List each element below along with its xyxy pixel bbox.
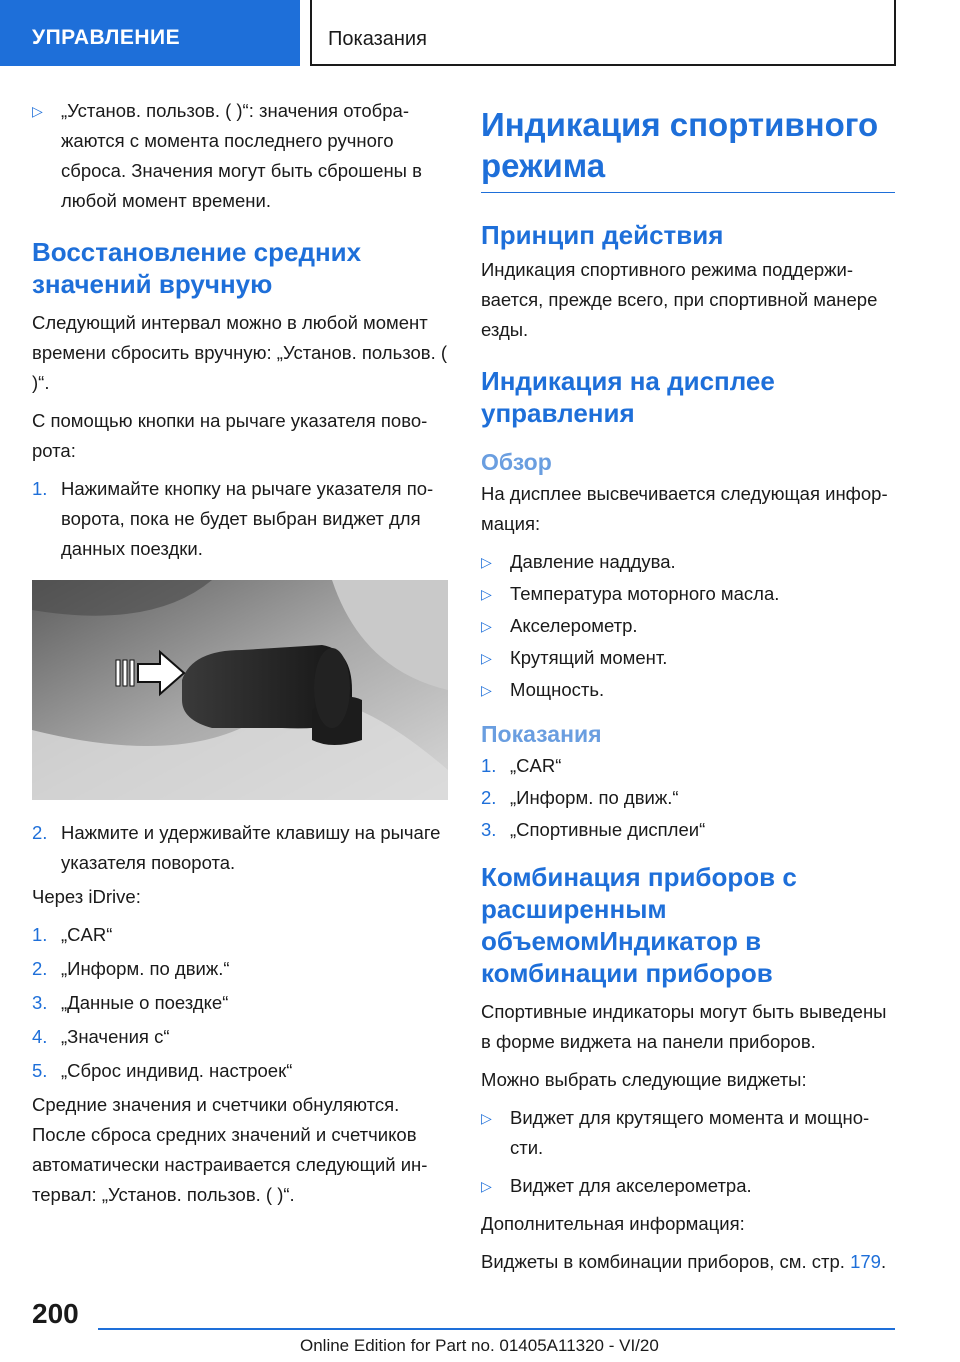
more-info-label: Дополнительная информация: (481, 1213, 745, 1234)
cluster-paragraph-2: Можно выбрать следующие виджеты: (481, 1069, 807, 1090)
step-text: Нажимайте кнопку на рычаге указателя поворота, пока не будет выбран виджет для данных поездки. (61, 478, 434, 559)
step-text: „Значения с“ (61, 1026, 170, 1047)
intro-bullet-text: „Установ. пользов. ( )“: значения отображаются с момента последнего ручного сброса. Значения могут быть сброшены в любой момент времени. (61, 100, 422, 211)
list-item (481, 1171, 895, 1201)
list-item-text: Температура моторного масла. (510, 583, 780, 604)
triangle-right-icon: ▷ (481, 1178, 492, 1194)
step-number: 1. (481, 755, 497, 776)
heading-principle: Принцип действия (481, 220, 724, 250)
triangle-right-icon: ▷ (481, 682, 492, 698)
list-item (481, 783, 895, 813)
step-number: 1. (32, 924, 48, 945)
step-text: „Информ. по движ.“ (510, 787, 679, 808)
see-also-text: Виджеты в комбинации приборов, см. стр. (481, 1251, 845, 1272)
reset-paragraph-1: Следующий интервал можно в любой момент времени сбросить вручную: „Установ. пользов. ( )“. (32, 312, 448, 393)
heading-reset-averages: Восстановление средних значений вручную (32, 237, 362, 299)
step-text: „Данные о поездке“ (61, 992, 229, 1013)
reset-step (32, 818, 448, 878)
triangle-right-icon: ▷ (481, 618, 492, 634)
header-section-tab (0, 0, 300, 66)
step-text: „Сброс индивид. настроек“ (61, 1060, 293, 1081)
footer-divider (98, 1328, 895, 1330)
triangle-right-icon: ▷ (32, 103, 43, 119)
overview-paragraph: На дисплее высвечивается следующая информация: (481, 483, 888, 534)
step-text: „Спортивные дисплеи“ (510, 819, 706, 840)
heading-control-display: Индикация на дисплее управления (481, 366, 775, 428)
overview-list (481, 547, 895, 705)
list-item (481, 815, 895, 845)
step-number: 4. (32, 1026, 48, 1047)
intro-bullet (32, 96, 448, 216)
list-item (481, 579, 895, 609)
idrive-steps-list (32, 920, 448, 1086)
list-item (481, 547, 895, 577)
step-text: „CAR“ (61, 924, 113, 945)
list-item-text: Виджет для акселерометра. (510, 1175, 752, 1196)
list-item-text: Крутящий момент. (510, 647, 668, 668)
see-also-paragraph (481, 1247, 895, 1277)
step-number: 2. (32, 958, 48, 979)
triangle-right-icon: ▷ (481, 650, 492, 666)
triangle-right-icon: ▷ (481, 1110, 492, 1126)
right-column (481, 104, 895, 1285)
header-chapter-box (310, 0, 896, 66)
page-reference-link[interactable]: 179 (850, 1251, 881, 1272)
via-idrive-label: Через iDrive: (32, 886, 141, 907)
list-item (32, 954, 448, 984)
heading-readings: Показания (481, 721, 602, 747)
list-item (481, 751, 895, 781)
list-item (32, 1056, 448, 1086)
readings-steps-list (481, 751, 895, 845)
reset-paragraph-2: С помощью кнопки на рычаге указателя поворота: (32, 410, 428, 461)
step-number: 2. (481, 787, 497, 808)
widget-list (481, 1103, 895, 1201)
list-item-text: Давление наддува. (510, 551, 676, 572)
heading-overview: Обзор (481, 449, 552, 475)
step-number: 5. (32, 1060, 48, 1081)
header-chapter-label: Показания (328, 28, 427, 50)
step-number: 1. (32, 478, 48, 499)
triangle-right-icon: ▷ (481, 586, 492, 602)
page-number: 200 (32, 1298, 79, 1329)
step-text: „Информ. по движ.“ (61, 958, 230, 979)
step-number: 3. (481, 819, 497, 840)
cluster-paragraph-1: Спортивные индикаторы могут быть выведены в форме виджета на панели приборов. (481, 1001, 887, 1052)
heading-sport-display: Индикация спортивного режима (481, 104, 895, 193)
list-item (32, 920, 448, 950)
reset-result-paragraph: Средние значения и счетчики обнуляются. После сброса средних значений и счетчиков автоматически настраивается следующий интервал: „Установ. пользов. ( )“. (32, 1094, 428, 1205)
list-item-text: Виджет для крутящего момента и мощности. (510, 1107, 870, 1158)
step-text: Нажмите и удерживайте клавишу на рычаге указателя поворота. (61, 822, 441, 873)
principle-paragraph: Индикация спортивного режима поддерживается, прежде всего, при спортивной манере езды. (481, 259, 878, 340)
step-text: „CAR“ (510, 755, 562, 776)
list-item (481, 675, 895, 705)
reset-step (32, 474, 448, 564)
triangle-right-icon: ▷ (481, 554, 492, 570)
step-number: 2. (32, 822, 48, 843)
list-item (481, 611, 895, 641)
header-section-label: УПРАВЛЕНИЕ (32, 26, 181, 49)
left-column (32, 96, 448, 1218)
list-item (32, 988, 448, 1018)
heading-instrument-cluster: Комбинация приборов с расширенным объемомИндикатор в комбинации приборов (481, 862, 797, 988)
footer-edition: Online Edition for Part no. 01405A11320 - VI/20 (300, 1336, 659, 1355)
list-item-text: Акселерометр. (510, 615, 638, 636)
turn-signal-lever-photo (32, 580, 448, 800)
list-item (32, 1022, 448, 1052)
list-item (481, 1103, 895, 1163)
list-item (481, 643, 895, 673)
list-item-text: Мощность. (510, 679, 605, 700)
step-number: 3. (32, 992, 48, 1013)
see-also-period: . (880, 1251, 887, 1272)
